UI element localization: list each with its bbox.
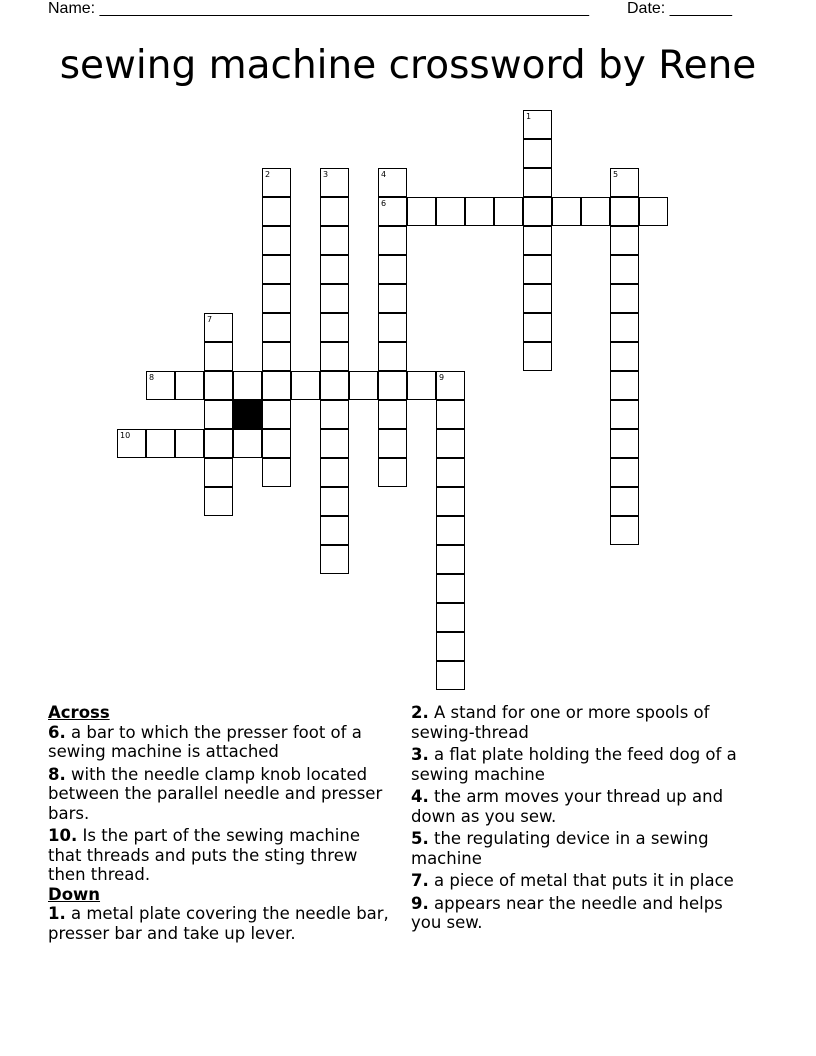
clue-text: a piece of metal that puts it in place (434, 871, 734, 890)
grid-cell[interactable] (436, 371, 465, 400)
clue-number: 2. (411, 703, 429, 722)
grid-cell[interactable] (378, 284, 407, 313)
down-heading: Down (48, 884, 101, 904)
grid-cell[interactable] (320, 197, 349, 226)
clue-text: a flat plate holding the feed dog of a sewing machine (411, 745, 737, 784)
clue-number-label: 6 (381, 199, 387, 208)
grid-cell[interactable] (407, 371, 436, 400)
grid-cell[interactable] (523, 168, 552, 197)
grid-cell[interactable] (610, 255, 639, 284)
grid-cell[interactable] (320, 545, 349, 574)
grid-cell[interactable] (581, 197, 610, 226)
grid-cell[interactable] (117, 429, 146, 458)
grid-cell[interactable] (610, 313, 639, 342)
grid-cell[interactable] (175, 429, 204, 458)
grid-cell[interactable] (262, 255, 291, 284)
clue-number: 8. (48, 764, 66, 784)
clue-down-5 (411, 829, 756, 868)
grid-cell[interactable] (436, 516, 465, 545)
grid-cell[interactable] (610, 458, 639, 487)
grid-cell[interactable] (204, 458, 233, 487)
grid-cell[interactable] (610, 400, 639, 429)
grid-cell[interactable] (262, 313, 291, 342)
clue-number-label: 2 (265, 170, 271, 179)
clue-text: a metal plate covering the needle bar, presser bar and take up lever. (48, 904, 389, 943)
grid-cell[interactable] (378, 400, 407, 429)
grid-cell[interactable] (494, 197, 523, 226)
clue-text: appears near the needle and helps you sew. (411, 893, 723, 932)
grid-cell[interactable] (465, 197, 494, 226)
grid-cell[interactable] (262, 458, 291, 487)
grid-cell[interactable] (233, 371, 262, 400)
grid-cell[interactable] (378, 313, 407, 342)
clue-number: 6. (48, 722, 66, 742)
clue-text: with the needle clamp knob located between the parallel needle and presser bars. (48, 764, 383, 823)
clue-text: a bar to which the presser foot of a sewing machine is attached (48, 722, 362, 761)
grid-cell[interactable] (175, 371, 204, 400)
grid-cell[interactable] (262, 371, 291, 400)
clue-text: Is the part of the sewing machine that threads and puts the sting threw then thread. (48, 826, 360, 884)
name-line[interactable]: Name: _______________________________________________________ (48, 0, 589, 17)
across-heading: Across (48, 703, 110, 722)
grid-cell[interactable] (523, 226, 552, 255)
grid-cell[interactable] (146, 429, 175, 458)
grid-cell[interactable] (262, 284, 291, 313)
clue-number-label: 9 (439, 373, 445, 382)
grid-cell[interactable] (523, 197, 552, 226)
clue-number: 3. (411, 745, 429, 764)
grid-cell[interactable] (436, 632, 465, 661)
grid-cell[interactable] (320, 342, 349, 371)
grid-cell[interactable] (610, 168, 639, 197)
clue-text: A stand for one or more spools of sewing-thread (411, 703, 710, 742)
grid-cell[interactable] (349, 371, 378, 400)
grid-cell[interactable] (262, 226, 291, 255)
clue-number-label: 8 (149, 373, 155, 382)
grid-cell[interactable] (204, 400, 233, 429)
grid-cell[interactable] (436, 603, 465, 632)
clue-number-label: 5 (613, 170, 619, 179)
grid-cell[interactable] (378, 429, 407, 458)
clue-text: the regulating device in a sewing machine (411, 829, 709, 868)
grid-cell[interactable] (523, 342, 552, 371)
grid-cell[interactable] (610, 429, 639, 458)
grid-cell[interactable] (639, 197, 668, 226)
clue-number: 1. (48, 904, 66, 923)
grid-cell[interactable] (610, 226, 639, 255)
grid-cell[interactable] (378, 197, 407, 226)
clue-down-3 (411, 745, 756, 784)
clue-across-6 (48, 723, 393, 762)
grid-cell[interactable] (320, 487, 349, 516)
grid-cell[interactable] (320, 284, 349, 313)
clue-text: the arm moves your thread up and down as you sew. (411, 787, 724, 826)
clue-number: 9. (411, 893, 429, 913)
grid-cell[interactable] (436, 574, 465, 603)
grid-cell[interactable] (262, 429, 291, 458)
clue-number-label: 4 (381, 170, 387, 179)
clue-number: 4. (411, 787, 429, 806)
grid-cell[interactable] (436, 545, 465, 574)
grid-cell[interactable] (523, 284, 552, 313)
grid-cell[interactable] (610, 487, 639, 516)
grid-cell[interactable] (407, 197, 436, 226)
grid-cell[interactable] (436, 458, 465, 487)
grid-cell[interactable] (320, 516, 349, 545)
clue-down-2 (411, 703, 756, 742)
grid-cell[interactable] (436, 197, 465, 226)
clue-down-1 (48, 904, 393, 943)
grid-cell[interactable] (378, 226, 407, 255)
grid-cell[interactable] (320, 400, 349, 429)
clue-down-4 (411, 787, 756, 826)
grid-cell[interactable] (204, 313, 233, 342)
grid-cell[interactable] (523, 139, 552, 168)
grid-cell[interactable] (523, 255, 552, 284)
grid-cell[interactable] (436, 429, 465, 458)
grid-cell[interactable] (610, 197, 639, 226)
grid-cell[interactable] (320, 458, 349, 487)
grid-cell[interactable] (204, 487, 233, 516)
grid-cell[interactable] (378, 371, 407, 400)
grid-cell[interactable] (320, 371, 349, 400)
page-title: sewing machine crossword by Rene (59, 43, 757, 88)
grid-cell[interactable] (320, 168, 349, 197)
clues-left-column (48, 703, 393, 946)
grid-cell[interactable] (262, 342, 291, 371)
clue-down-9 (411, 894, 756, 933)
grid-cell[interactable] (523, 313, 552, 342)
clue-down-7 (411, 871, 756, 891)
clue-number-label: 10 (120, 431, 131, 440)
grid-cell[interactable] (233, 429, 262, 458)
clue-number: 5. (411, 829, 429, 848)
grid-cell[interactable] (262, 197, 291, 226)
grid-cell[interactable] (320, 226, 349, 255)
clue-number: 10. (48, 826, 78, 845)
grid-cell[interactable] (378, 255, 407, 284)
grid-cell[interactable] (204, 371, 233, 400)
grid-cell[interactable] (436, 661, 465, 690)
grid-cell[interactable] (436, 400, 465, 429)
grid-cell[interactable] (610, 371, 639, 400)
clue-number-label: 1 (526, 112, 532, 121)
date-line[interactable]: Date: _______ (627, 0, 732, 17)
grid-cell[interactable] (204, 429, 233, 458)
grid-cell[interactable] (378, 342, 407, 371)
clue-across-8 (48, 765, 393, 824)
grid-cell[interactable] (610, 516, 639, 545)
grid-cell[interactable] (146, 371, 175, 400)
grid-cell[interactable] (262, 400, 291, 429)
grid-cell[interactable] (378, 168, 407, 197)
clue-number: 7. (411, 871, 429, 890)
grid-cell[interactable] (262, 168, 291, 197)
grid-cell[interactable] (378, 458, 407, 487)
grid-cell[interactable] (610, 342, 639, 371)
clue-number-label: 3 (323, 170, 329, 179)
grid-cell[interactable] (610, 284, 639, 313)
grid-cell[interactable] (523, 110, 552, 139)
grid-cell[interactable] (204, 342, 233, 371)
clue-across-10 (48, 826, 393, 885)
grid-cell[interactable] (320, 313, 349, 342)
grid-cell[interactable] (291, 371, 320, 400)
black-square (233, 400, 262, 429)
clues-right-column (411, 703, 756, 936)
grid-cell[interactable] (320, 255, 349, 284)
grid-cell[interactable] (436, 487, 465, 516)
grid-cell[interactable] (320, 429, 349, 458)
grid-cell[interactable] (552, 197, 581, 226)
clue-number-label: 7 (207, 315, 213, 324)
